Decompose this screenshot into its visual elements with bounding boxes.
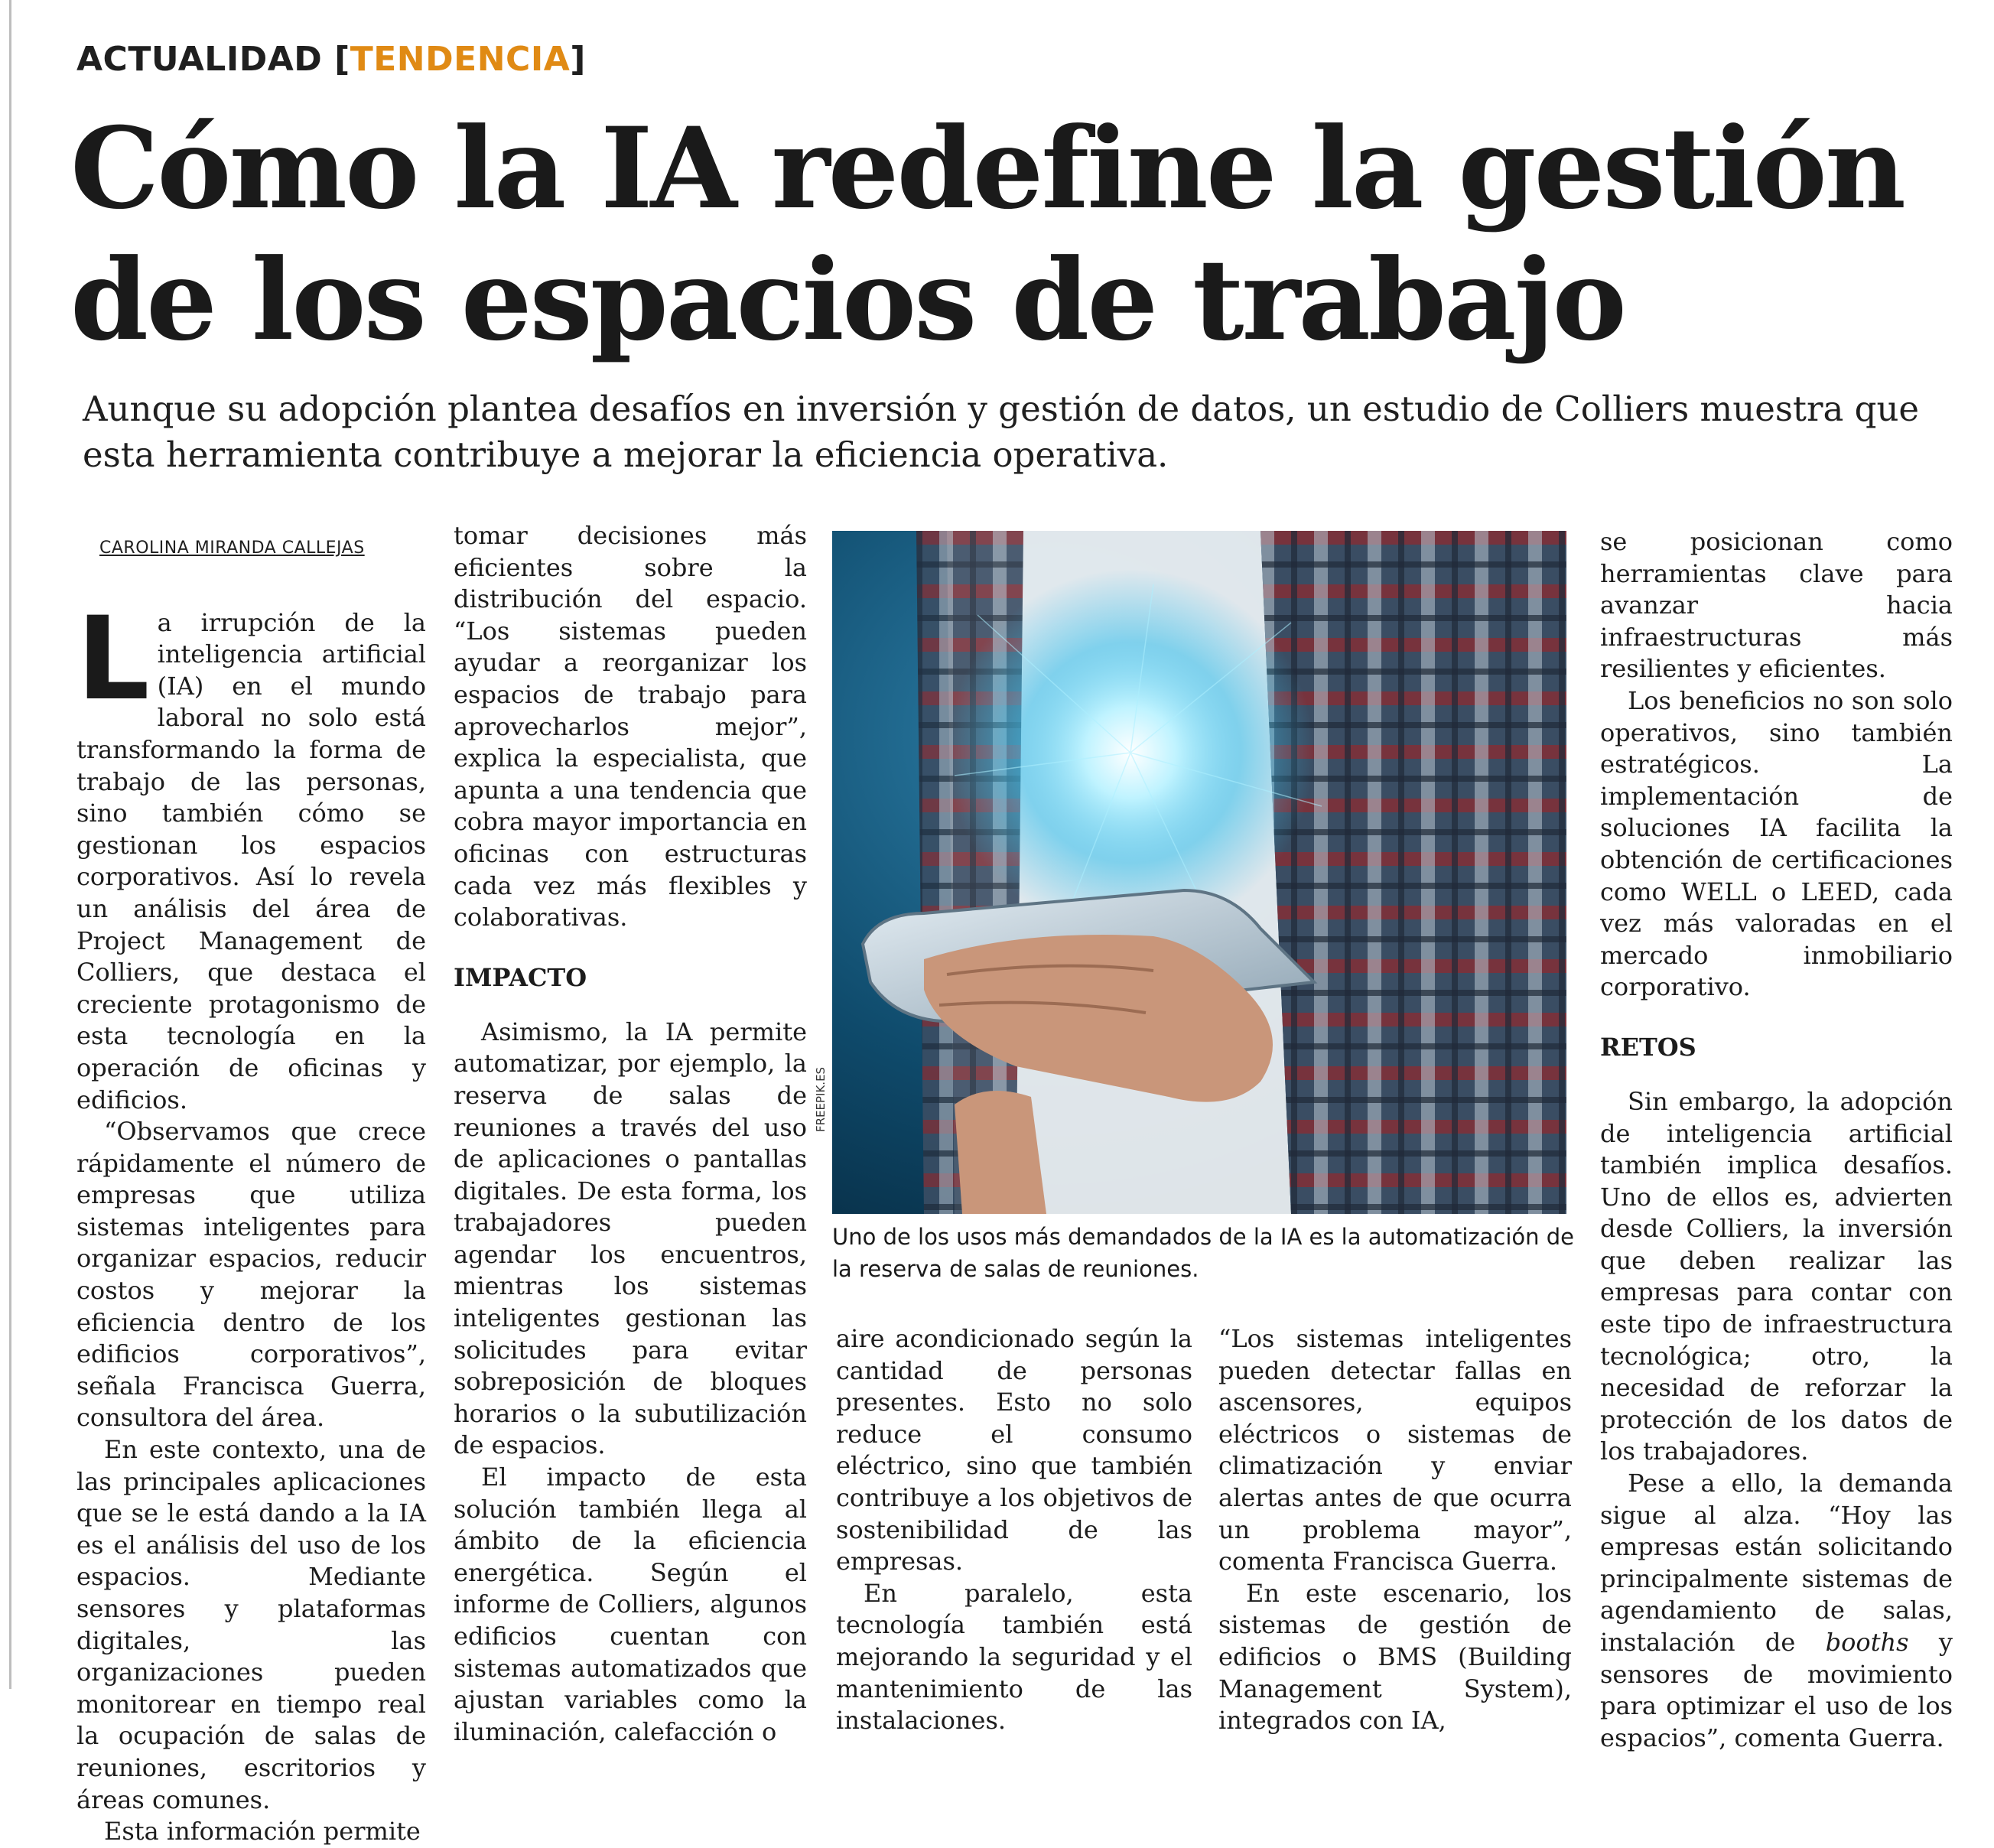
paragraph: aire acondicionado según la cantidad de personas presentes. Esto no solo reduce el consumo eléctrico, sino que también contribuye a los objetivos de sostenibilidad de las empresas. — [836, 1324, 1192, 1576]
subheading-impacto: IMPACTO — [454, 962, 587, 992]
emphasis: booths — [1825, 1628, 1909, 1657]
section-tag: TENDENCIA — [350, 40, 571, 79]
paragraph: La irrupción de la inteligencia artificial (IA) en el mundo laboral no solo está transformando la forma de trabajo de las personas, sino también cómo se gestionan los espacios corporativos. Así lo revela un análisis del área de Project Management de Colliers, que destaca el creciente protagonismo de esta tecnología en la operación de oficinas y edificios. — [76, 592, 426, 1114]
column-1 — [76, 526, 426, 1848]
column-4 — [1218, 1323, 1572, 1737]
paragraph: se posicionan como herramientas clave para avanzar hacia infraestructuras más resilientes y eficientes. — [1600, 527, 1953, 684]
byline: CAROLINA MIRANDA CALLEJAS — [99, 538, 365, 558]
subheading-retos: RETOS — [1600, 1032, 1696, 1062]
paragraph: En este contexto, una de las principales aplicaciones que se le está dando a la IA es el análisis del uso de los espacios. Mediante sensores y plataformas digitales, las organizaciones pueden monitorear en tiempo real la ocupación de salas de reuniones, escritorios y áreas comunes. — [76, 1435, 426, 1814]
bracket-close: ] — [570, 40, 586, 79]
headline: Cómo la IA redefine la gestión de los espacios de trabajo — [70, 103, 1904, 366]
photo-caption: Uno de los usos más demandados de la IA es la automatización de la reserva de salas de reuniones. — [832, 1224, 1575, 1282]
article-photo — [832, 531, 1566, 1214]
paragraph: En paralelo, esta tecnología también está mejorando la seguridad y el mantenimiento de las instalaciones. — [836, 1578, 1192, 1736]
page-border — [9, 0, 11, 1689]
paragraph: Asimismo, la IA permite automatizar, por ejemplo, la reserva de salas de reuniones a través del uso de aplicaciones o pantallas digitales. De esta forma, los trabajadores pueden agendar los encuentros, mientras los sistemas inteligentes gestionan las solicitudes para evitar sobreposición de bloques horarios o la subutilización de espacios. — [454, 1017, 807, 1460]
section-kicker — [76, 37, 586, 83]
section-label: ACTUALIDAD — [76, 40, 323, 79]
bracket-open: [ — [334, 40, 350, 79]
dropcap: L — [76, 592, 150, 726]
paragraph: En este escenario, los sistemas de gestión de edificios o BMS (Building Management System), integrados con IA, — [1218, 1578, 1572, 1736]
column-5 — [1600, 526, 1953, 1754]
column-2 — [454, 520, 807, 1748]
column-3 — [836, 1323, 1192, 1737]
paragraph: Pese a ello, la demanda sigue al alza. “Hoy las empresas están solicitando principalmente sistemas de agendamiento de salas, instalación de booths y sensores de movimiento para optimizar el uso de los espacios”, comenta Guerra. — [1600, 1469, 1953, 1752]
paragraph: El impacto de esta solución también llega al ámbito de la eficiencia energética. Según el informe de Colliers, algunos edificios cuentan con sistemas automatizados que ajustan variables como la iluminación, calefacción o — [454, 1462, 807, 1746]
paragraph: “Observamos que crece rápidamente el número de empresas que utiliza sistemas inteligentes para organizar espacios, reducir costos y mejorar la eficiencia dentro de los edificios corporativos”, señala Francisca Guerra, consultora del área. — [76, 1117, 426, 1433]
deck: Aunque su adopción plantea desafíos en inversión y gestión de datos, un estudio de Colliers muestra que esta herramienta contribuye a mejorar la eficiencia operativa. — [83, 389, 1920, 475]
paragraph: Esta información permite — [104, 1817, 421, 1846]
photo-credit: FREEPIK.ES — [814, 1066, 828, 1132]
paragraph: Sin embargo, la adopción de inteligencia artificial también implica desafíos. Uno de ellos es, advierten desde Colliers, la inversión que deben realizar las empresas para contar con este tipo de infraestructura tecnológica; otro, la necesidad de reforzar la protección de los datos de los trabajadores. — [1600, 1086, 1953, 1466]
paragraph: Los beneficios no son solo operativos, sino también estratégicos. La implementación de soluciones IA facilita la obtención de certificaciones como WELL o LEED, cada vez más valoradas en el mercado inmobiliario corporativo. — [1600, 685, 1953, 1002]
paragraph: “Los sistemas inteligentes pueden detectar fallas en ascensores, equipos eléctricos o sistemas de climatización y enviar alertas antes de que ocurra un problema mayor”, comenta Francisca Guerra. — [1218, 1324, 1572, 1576]
paragraph: tomar decisiones más eficientes sobre la distribución del espacio. “Los sistemas pueden ayudar a reorganizar los espacios de trabajo para aprovecharlos mejor”, explica la especialista, que apunta a una tendencia que cobra mayor importancia en oficinas con estructuras cada vez más flexibles y colaborativas. — [454, 521, 807, 932]
